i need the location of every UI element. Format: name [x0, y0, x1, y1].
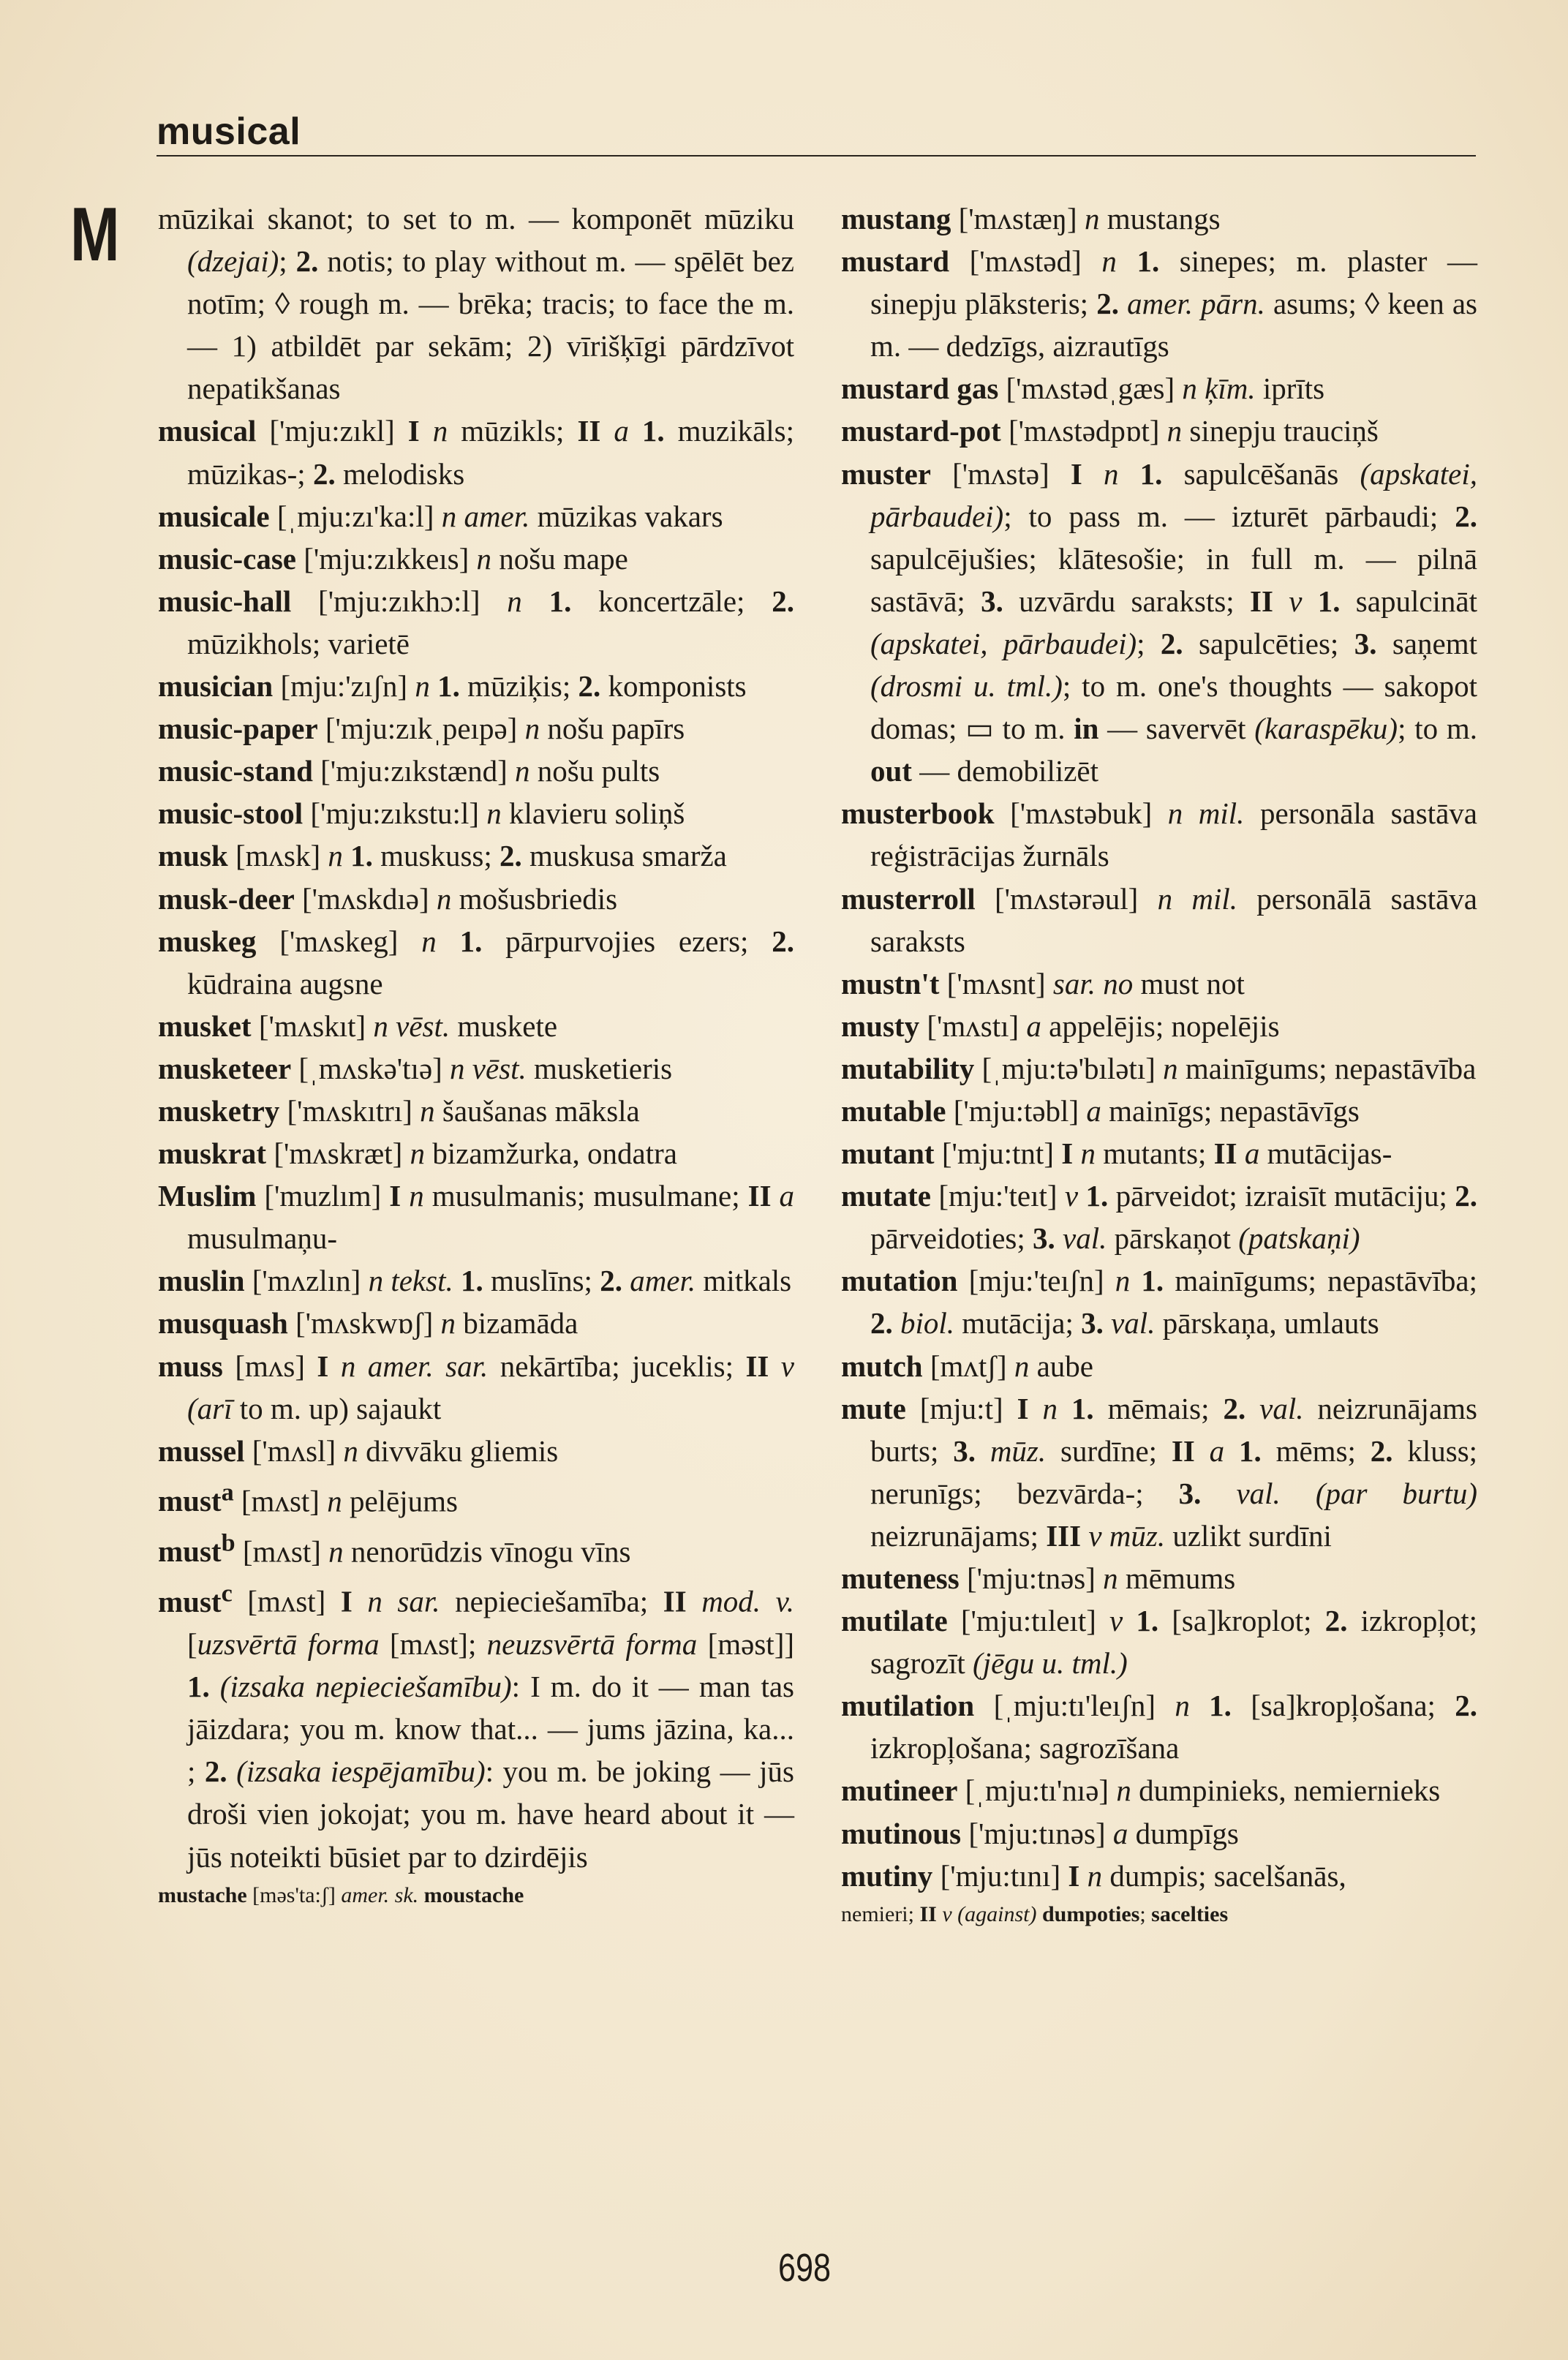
dictionary-entry: music-paper ['mju:zıkˌpeıpə] n nošu papīrs: [158, 712, 685, 746]
dictionary-entry: muskrat ['mʌskræt] n bizamžurka, ondatra: [158, 1136, 677, 1171]
dictionary-entry: mutant ['mju:tnt] I n mutants; II a mutācijas-: [841, 1136, 1392, 1171]
dictionary-entry: musicale [ˌmju:zı'ka:l] n amer. mūzikas vakars: [158, 499, 723, 533]
dictionary-entry: mussel ['mʌsl] n divvāku gliemis: [158, 1433, 559, 1468]
dictionary-entry: Muslim ['muzlım] I n musulmanis; musulmane; II a musulmaņu-: [158, 1179, 794, 1256]
dictionary-entry: mutation [mju:'teıʃn] n 1. mainīgums; nepastāvība; 2. biol. mutācija; 3. val. pārskaņa, umlauts: [841, 1264, 1477, 1341]
header-rule: [157, 155, 1476, 157]
dictionary-entry: mutch [mʌtʃ] n aube: [841, 1349, 1094, 1383]
dictionary-entry-continued: nemieri; II v (against) dumpoties; sacelties: [841, 1901, 1229, 1926]
dictionary-entry: musquash ['mʌskwɒʃ] n bizamāda: [158, 1306, 578, 1341]
dictionary-entry: mutate [mju:'teıt] v 1. pārveidot; izraisīt mutāciju; 2. pārveidoties; 3. val. pārskaņot (patskaņi): [841, 1179, 1477, 1256]
dictionary-entry: musk [mʌsk] n 1. muskuss; 2. muskusa smarža: [158, 839, 727, 873]
running-head: musical: [157, 110, 301, 153]
dictionary-entry: mute [mju:t] I n 1. mēmais; 2. val. neizrunājams burts; 3. mūz. surdīne; II a 1. mēms; 2. kluss; nerunīgs; bezvārda-; 3. val. (par burtu) neizrunājams; III v mūz. uzlikt surdīni: [841, 1391, 1478, 1553]
dictionary-entry: must$^b$ [mʌst] n nenorūdzis vīnogu vīns: [158, 1529, 631, 1569]
dictionary-entry: mutilation [ˌmju:tı'leıʃn] n 1. [sa]kropļošana; 2. izkropļošana; sagrozīšana: [841, 1689, 1477, 1765]
dictionary-entry: musterroll ['mʌstərəul] n mil. personālā sastāva saraksts: [841, 881, 1477, 958]
dictionary-entry: mutineer [ˌmju:tı'nıə] n dumpinieks, nemiernieks: [841, 1773, 1441, 1808]
dictionary-entry: mutability [ˌmju:tə'bılətı] n mainīgums; nepastāvība: [841, 1051, 1477, 1085]
dictionary-entry: mutinous ['mju:tınəs] a dumpīgs: [841, 1816, 1239, 1850]
dictionary-entry: mustard ['mʌstəd] n 1. sinepes; m. plaster — sinepju plāksteris; 2. amer. pārn. asums; ◊ keen as m. — dedzīgs, aizrautīgs: [841, 244, 1478, 363]
dictionary-entry: mustn't ['mʌsnt] sar. no must not: [841, 966, 1245, 1000]
dictionary-entry: musk-deer ['mʌskdıə] n mošusbriedis: [158, 881, 618, 916]
dictionary-entry: mūzikai skanot; to set to m. — komponēt mūziku (dzejai); 2. notis; to play without m. — spēlēt bez notīm; ◊ rough m. — brēka; tracis; to face the m. — 1) atbildēt par sekām; 2) vīrišķīgi pārdzīvot nepatikšanas: [158, 202, 794, 406]
dictionary-entry: muss [mʌs] I n amer. sar. nekārtība; juceklis; II v (arī to m. up) sajaukt: [158, 1349, 794, 1425]
dictionary-entry-continued: mustache [məs'ta:ʃ] amer. sk. moustache: [158, 1882, 524, 1907]
dictionary-entry: must$^a$ [mʌst] n pelējums: [158, 1479, 458, 1518]
page-number: 698: [777, 2246, 832, 2290]
dictionary-entry: muslin ['mʌzlın] n tekst. 1. muslīns; 2. amer. mitkals: [158, 1264, 792, 1298]
dictionary-entry: mustard gas ['mʌstədˌgæs] n ķīm. iprīts: [841, 372, 1325, 406]
dictionary-entry: muskeg ['mʌskeg] n 1. pārpurvojies ezers; 2. kūdraina augsne: [158, 924, 794, 1000]
dictionary-entry: music-case ['mju:zıkkeıs] n nošu mape: [158, 541, 628, 576]
dictionary-entry: music-stand ['mju:zıkstænd] n nošu pults: [158, 754, 660, 788]
thumb-index-letter: M: [70, 192, 120, 277]
dictionary-entry: mutilate ['mju:tıleıt] v 1. [sa]kroplot; 2. izkropļot; sagrozīt (jēgu u. tml.): [841, 1604, 1478, 1681]
dictionary-entry: mutiny ['mju:tını] I n dumpis; sacelšanās,: [841, 1858, 1346, 1893]
dictionary-entry: musketeer [ˌmʌskə'tıə] n vēst. musketieris: [158, 1051, 673, 1085]
dictionary-entry: musician [mju:'zıʃn] n 1. mūziķis; 2. komponists: [158, 669, 747, 704]
dictionary-entry: mustang ['mʌstæŋ] n mustangs: [841, 202, 1221, 235]
dictionary-entry: musket ['mʌskıt] n vēst. muskete: [158, 1009, 558, 1043]
left-column: [158, 197, 794, 1910]
dictionary-entry: must$^c$ [mʌst] I n sar. nepieciešamība; II mod. v. [uzsvērtā forma [mʌst]; neuzsvērtā forma [məst]] 1. (izsaka nepieciešamību): I m. do it — man tas jāizdara; you m. know that... — jums jāzina, ka... ; 2. (izsaka iespējamību): you m. be joking — jūs droši vien jokojat; you m. have heard about it — jūs noteikti būsiet par to dzirdējis: [158, 1580, 795, 1874]
dictionary-entry: musical ['mju:zıkl] I n mūzikls; II a 1. muzikāls; mūzikas-; 2. melodisks: [158, 414, 795, 491]
dictionary-entry: music-hall ['mju:zıkhɔ:l] n 1. koncertzāle; 2. mūzikhols; varietē: [158, 584, 794, 660]
right-column: [841, 197, 1477, 1929]
dictionary-entry: musty ['mʌstı] a appelējis; nopelējis: [841, 1009, 1280, 1043]
dictionary-entry: musterbook ['mʌstəbuk] n mil. personāla sastāva reģistrācijas žurnāls: [841, 796, 1477, 873]
dictionary-entry: musketry ['mʌskıtrı] n šaušanas māksla: [158, 1093, 640, 1128]
dictionary-entry: mustard-pot ['mʌstədpɒt] n sinepju trauciņš: [841, 414, 1379, 448]
dictionary-entry: mutable ['mju:təbl] a mainīgs; nepastāvīgs: [841, 1093, 1360, 1128]
dictionary-entry: music-stool ['mju:zıkstu:l] n klavieru soliņš: [158, 796, 685, 831]
dictionary-entry: muster ['mʌstə] I n 1. sapulcēšanās (apskatei, pārbaudei); to pass m. — izturēt pārbaudi; 2. sapulcējušies; klātesošie; in full m. — pilnā sastāvā; 3. uzvārdu saraksts; II v 1. sapulcināt (apskatei, pārbaudei); 2. sapulcēties; 3. saņemt (drosmi u. tml.); to m. one's thoughts — sakopot domas; ▭ to m. in — savervēt (karaspēku); to m. out — demobilizēt: [841, 456, 1478, 788]
dictionary-entry: muteness ['mju:tnəs] n mēmums: [841, 1561, 1236, 1595]
